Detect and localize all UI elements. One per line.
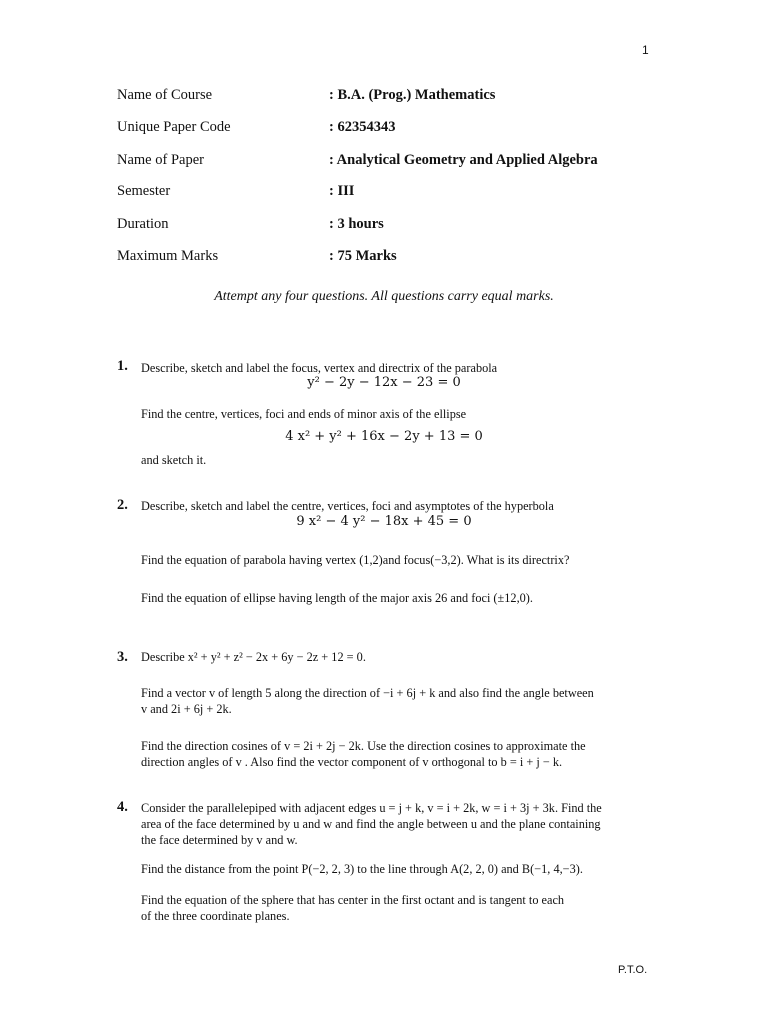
paper-code-value: : 62354343 — [329, 119, 396, 135]
q3-part-c-line2: direction angles of v . Also find the vector component of v orthogonal to b = i + j − k. — [141, 755, 563, 769]
course-name-label: Name of Course — [117, 87, 213, 103]
duration-label: Duration — [117, 216, 169, 232]
instructions: Attempt any four questions. All questions carry equal marks. — [214, 289, 554, 304]
question-3-number: 3. — [117, 649, 128, 665]
q4-part-c-line1: Find the equation of the sphere that has center in the first octant and is tangent to each — [141, 893, 565, 907]
duration-value: : 3 hours — [329, 216, 384, 232]
q3-part-c-line1: Find the direction cosines of v = 2i + 2j − 2k. Use the direction cosines to approximate the — [141, 739, 586, 753]
page-number: 1 — [642, 43, 649, 57]
q1-ellipse-equation: 4 x² + y² + 16x − 2y + 13 = 0 — [285, 429, 483, 444]
max-marks-label: Maximum Marks — [117, 248, 219, 264]
q1-part-a-text: Describe, sketch and label the focus, vertex and directrix of the parabola — [141, 361, 498, 375]
paper-name-value: : Analytical Geometry and Applied Algebra — [329, 152, 598, 168]
q4-part-b-text: Find the distance from the point P(−2, 2, 3) to the line through A(2, 2, 0) and B(−1, 4,−3). — [141, 862, 583, 876]
q4-part-c-line2: of the three coordinate planes. — [141, 909, 290, 923]
q1-sketch-text: and sketch it. — [141, 453, 207, 467]
q3-part-a-text: Describe x² + y² + z² − 2x + 6y − 2z + 12 = 0. — [141, 650, 366, 664]
question-2-number: 2. — [117, 497, 128, 513]
question-4-number: 4. — [117, 799, 128, 815]
paper-name-label: Name of Paper — [117, 152, 204, 168]
question-1-number: 1. — [117, 358, 128, 374]
q1-parabola-equation: y² − 2y − 12x − 23 = 0 — [307, 375, 461, 390]
q3-part-b-line2: v and 2i + 6j + 2k. — [141, 702, 232, 716]
max-marks-value: : 75 Marks — [329, 248, 397, 264]
q4-part-a-line2: area of the face determined by u and w and find the angle between u and the plane containing — [141, 817, 601, 831]
q4-part-a-line3: the face determined by v and w. — [141, 833, 298, 847]
paper-code-label: Unique Paper Code — [117, 119, 231, 135]
q2-hyperbola-equation: 9 x² − 4 y² − 18x + 45 = 0 — [296, 514, 472, 529]
semester-value: : III — [329, 183, 355, 199]
q4-part-a-line1: Consider the parallelepiped with adjacent edges u = j + k, v = i + 2k, w = i + 3j + 3k. Find the — [141, 801, 602, 815]
q1-part-b-text: Find the centre, vertices, foci and ends of minor axis of the ellipse — [141, 407, 467, 421]
q2-part-b-text: Find the equation of parabola having vertex (1,2)and focus(−3,2). What is its directrix? — [141, 553, 570, 567]
q2-part-a-text: Describe, sketch and label the centre, vertices, foci and asymptotes of the hyperbola — [141, 499, 554, 513]
q2-part-c-text: Find the equation of ellipse having length of the major axis 26 and foci (±12,0). — [141, 591, 533, 605]
semester-label: Semester — [117, 183, 171, 199]
footer-pto: P.T.O. — [618, 964, 648, 976]
course-name-value: : B.A. (Prog.) Mathematics — [329, 87, 496, 103]
q3-part-b-line1: Find a vector v of length 5 along the direction of −i + 6j + k and also find the angle between — [141, 686, 594, 700]
